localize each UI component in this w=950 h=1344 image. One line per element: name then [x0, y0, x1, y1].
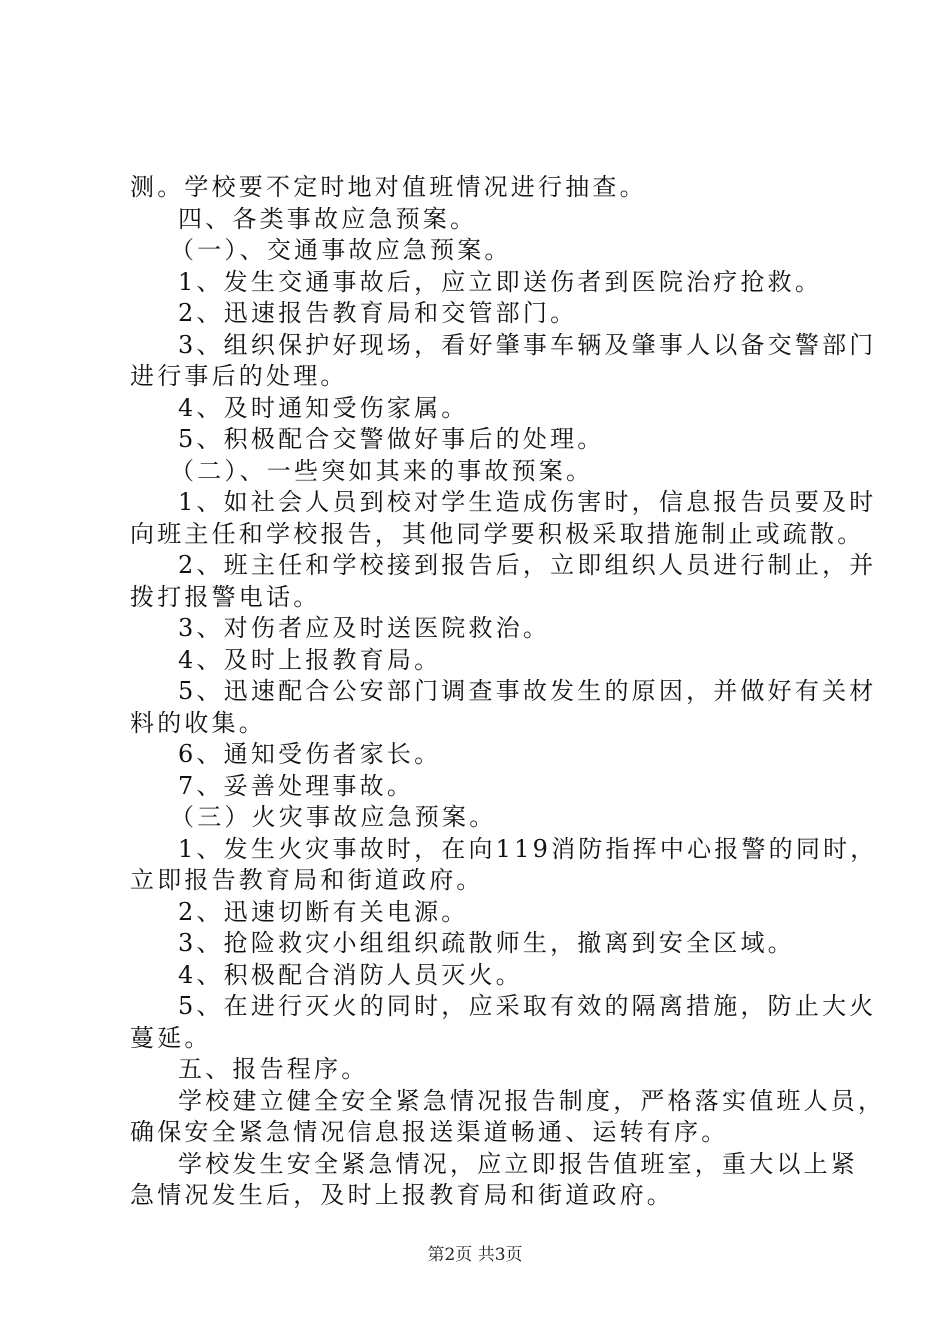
body-line: 4、积极配合消防人员灭火。 — [178, 960, 523, 989]
body-line: 2、迅速报告教育局和交管部门。 — [178, 299, 578, 327]
body-line: 确保安全紧急情况信息报送渠道畅通、运转有序。 — [130, 1118, 729, 1146]
body-line: 1、发生交通事故后，应立即送伤者到医院治疗抢救。 — [178, 267, 823, 296]
body-line: 1、发生火灾事故时，在向119消防指挥中心报警的同时， — [178, 834, 878, 863]
section-heading: 五、报告程序。 — [178, 1055, 369, 1083]
body-line: 5、迅速配合公安部门调查事故发生的原因，并做好有关材 — [178, 677, 877, 705]
body-line: 3、组织保护好现场，看好肇事车辆及肇事人以备交警部门 — [178, 330, 877, 359]
body-line: 测。学校要不定时地对值班情况进行抽查。 — [130, 173, 647, 201]
body-line: 急情况发生后，及时上报教育局和街道政府。 — [130, 1181, 674, 1209]
body-line: 5、在进行灭火的同时，应采取有效的隔离措施，防止大火 — [178, 992, 877, 1020]
body-line: 学校发生安全紧急情况，应立即报告值班室，重大以上紧 — [178, 1149, 858, 1178]
body-line: 4、及时通知受伤家属。 — [178, 393, 469, 422]
body-line: 立即报告教育局和街道政府。 — [130, 866, 484, 894]
body-line: 拨打报警电话。 — [130, 582, 321, 611]
body-line: 5、积极配合交警做好事后的处理。 — [178, 425, 605, 453]
subsection-heading: （三）火灾事故应急预案。 — [170, 803, 497, 831]
body-line: 进行事后的处理。 — [130, 362, 348, 390]
body-line: 学校建立健全安全紧急情况报告制度，严格落实值班人员， — [178, 1086, 886, 1115]
page-number-footer: 第2页 共3页 — [427, 1245, 523, 1265]
document-body — [130, 172, 886, 1212]
body-line: 料的收集。 — [130, 708, 266, 737]
body-line: 4、及时上报教育局。 — [178, 645, 442, 674]
body-line: 3、抢险救灾小组组织疏散师生，撤离到安全区域。 — [178, 929, 795, 957]
body-line: 6、通知受伤者家长。 — [178, 740, 442, 768]
section-heading: 四、各类事故应急预案。 — [178, 204, 478, 233]
body-line: 2、班主任和学校接到报告后，立即组织人员进行制止，并 — [178, 551, 877, 579]
subsection-heading: （一）、交通事故应急预案。 — [170, 236, 512, 264]
body-line: 向班主任和学校报告，其他同学要积极采取措施制止或疏散。 — [130, 519, 865, 548]
body-line: 3、对伤者应及时送医院救治。 — [178, 614, 551, 642]
body-line: 7、妥善处理事故。 — [178, 771, 415, 800]
body-line: 1、如社会人员到校对学生造成伤害时，信息报告员要及时 — [178, 488, 877, 516]
body-line: 蔓延。 — [130, 1023, 212, 1052]
subsection-heading: （二）、一些突如其来的事故预案。 — [170, 456, 594, 485]
body-line: 2、迅速切断有关电源。 — [178, 897, 469, 926]
